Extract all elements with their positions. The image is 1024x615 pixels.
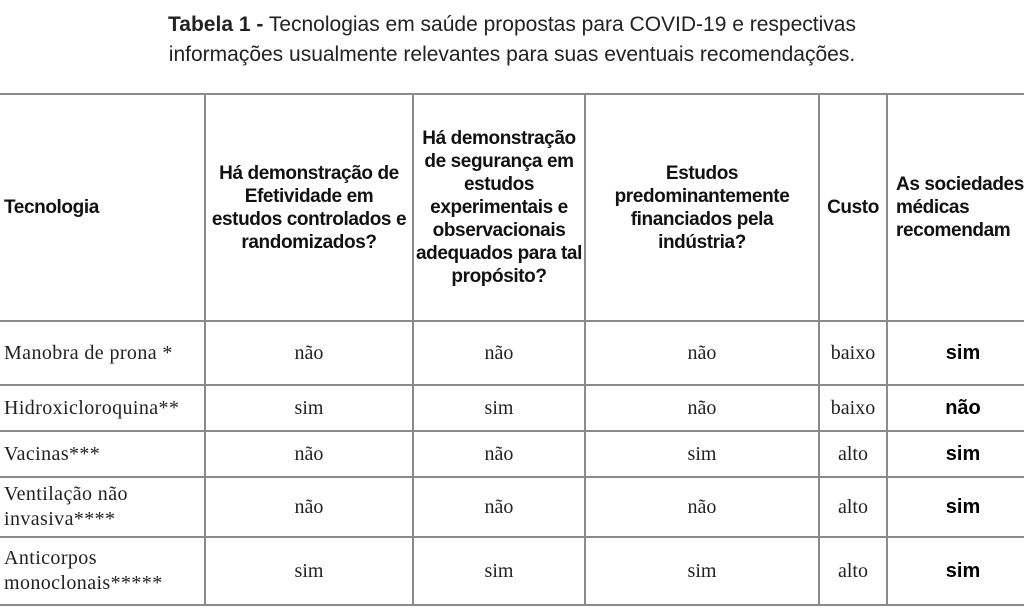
cell-tecnologia: Hidroxicloroquina**: [0, 385, 205, 431]
cell-seguranca: não: [413, 321, 585, 385]
caption-line-1: [0, 10, 1024, 40]
cell-recomendacao: sim: [887, 477, 1024, 537]
table-row: [0, 385, 1024, 431]
cell-recomendacao: sim: [887, 431, 1024, 477]
cell-custo: alto: [819, 477, 887, 537]
cell-recomendacao: sim: [887, 321, 1024, 385]
cell-seguranca: sim: [413, 537, 585, 605]
cell-seguranca: não: [413, 477, 585, 537]
cell-efetividade: sim: [205, 537, 413, 605]
table-row: [0, 537, 1024, 605]
cell-tecnologia: Vacinas***: [0, 431, 205, 477]
cell-custo: baixo: [819, 385, 887, 431]
technologies-table: [0, 93, 1024, 606]
cell-seguranca: não: [413, 431, 585, 477]
cell-efetividade: não: [205, 321, 413, 385]
cell-custo: alto: [819, 537, 887, 605]
cell-efetividade: não: [205, 477, 413, 537]
cell-financiamento: não: [585, 477, 819, 537]
cell-financiamento: sim: [585, 537, 819, 605]
cell-custo: alto: [819, 431, 887, 477]
cell-financiamento: não: [585, 321, 819, 385]
header-custo: Custo: [819, 94, 887, 321]
header-recomendacao: As sociedades médicas recomendam: [887, 94, 1024, 321]
table-row: [0, 477, 1024, 537]
cell-recomendacao: não: [887, 385, 1024, 431]
header-row: [0, 94, 1024, 321]
table-caption: [0, 10, 1024, 70]
caption-line-2: informações usualmente relevantes para suas eventuais recomendações.: [168, 43, 856, 66]
cell-tecnologia: Manobra de prona *: [0, 321, 205, 385]
cell-efetividade: sim: [205, 385, 413, 431]
table-row: [0, 431, 1024, 477]
cell-efetividade: não: [205, 431, 413, 477]
caption-text-1: Tecnologias em saúde propostas para COVID-19 e respectivas: [268, 13, 856, 36]
cell-tecnologia: Ventilação não invasiva****: [0, 477, 205, 537]
cell-financiamento: não: [585, 385, 819, 431]
header-financiamento: Estudos predominantemente financiados pela indústria?: [585, 94, 819, 321]
header-tecnologia: Tecnologia: [0, 94, 205, 321]
table-row: [0, 321, 1024, 385]
cell-recomendacao: sim: [887, 537, 1024, 605]
caption-label: Tabela 1 -: [168, 13, 264, 36]
header-efetividade: Há demonstração de Efetividade em estudos controlados e randomizados?: [205, 94, 413, 321]
cell-financiamento: sim: [585, 431, 819, 477]
cell-custo: baixo: [819, 321, 887, 385]
header-seguranca: Há demonstração de segurança em estudos experimentais e observacionais adequados para tal propósito?: [413, 94, 585, 321]
cell-tecnologia: Anticorpos monoclonais*****: [0, 537, 205, 605]
cell-seguranca: sim: [413, 385, 585, 431]
